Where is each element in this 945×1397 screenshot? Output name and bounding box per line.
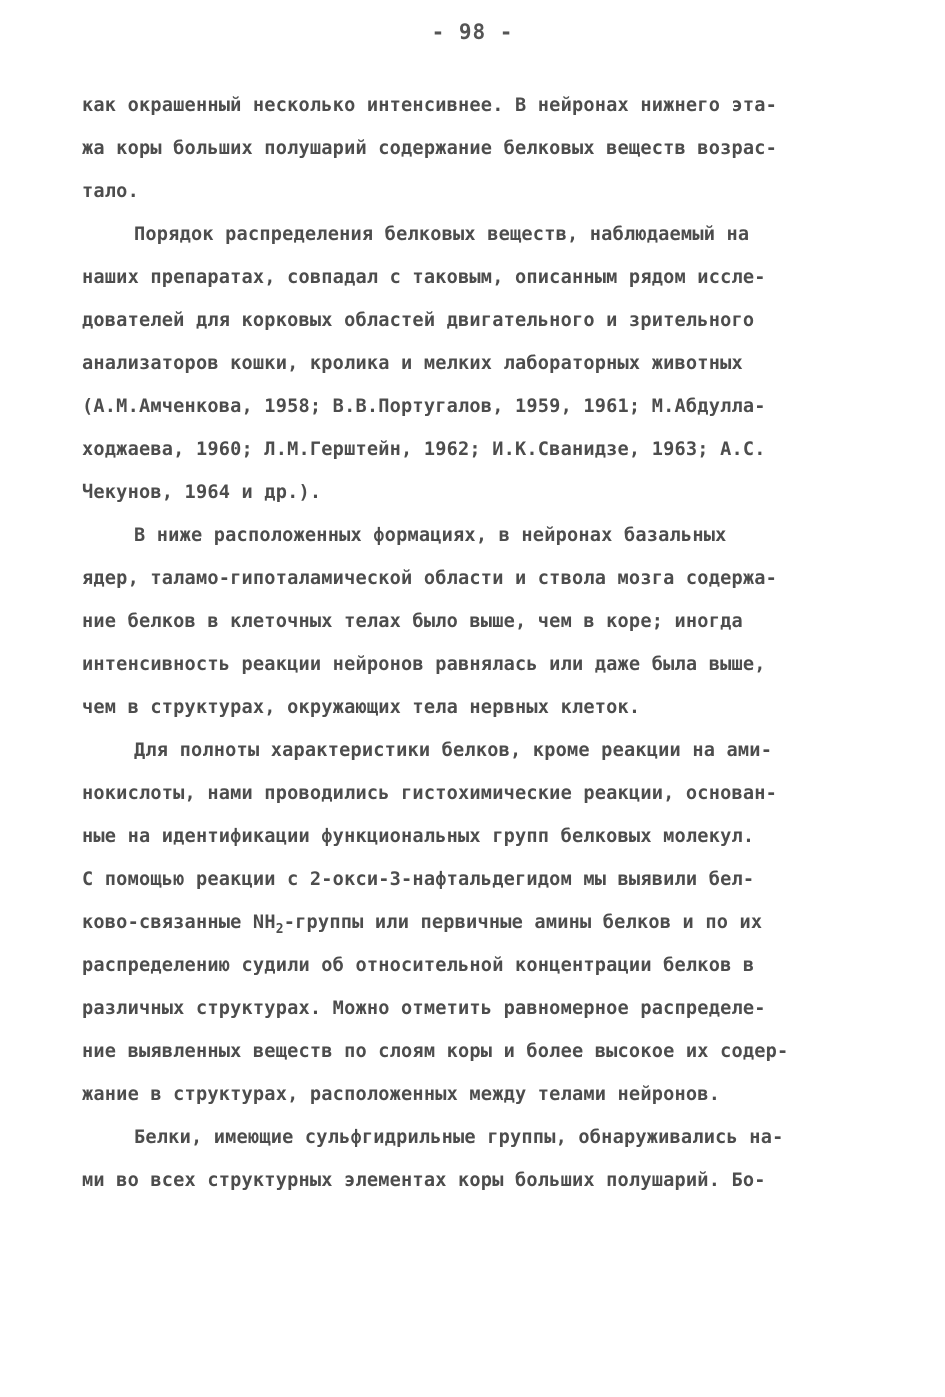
formula-main: NH xyxy=(252,912,276,933)
text-fragment: -группы или первичные амины белков и по их xyxy=(283,912,763,933)
text-line: Белки, имеющие сульфгидрильные группы, обнаруживались на- xyxy=(134,1127,784,1148)
text-line: анализаторов кошки, кролика и мелких лабораторных животных xyxy=(82,353,743,374)
text-line: нокислоты, нами проводились гистохимические реакции, основан- xyxy=(82,783,778,804)
page-number: - 98 - xyxy=(431,20,514,44)
text-line: чем в структурах, окружающих тела нервных клеток. xyxy=(82,697,641,718)
text-line: тало. xyxy=(82,181,139,202)
text-line: ми во всех структурных элементах коры больших полушарий. Бо- xyxy=(82,1170,766,1191)
paragraph-4 xyxy=(82,729,872,1116)
text-line: интенсивность реакции нейронов равнялась или даже была выше, xyxy=(82,654,766,675)
text-line: В ниже расположенных формациях, в нейронах базальных xyxy=(134,525,727,546)
text-line: С помощью реакции с 2-окси-3-нафтальдегидом мы выявили бел- xyxy=(82,869,755,890)
text-line: ние выявленных веществ по слоям коры и более высокое их содер- xyxy=(82,1041,789,1062)
text-line: ные на идентификации функциональных групп белковых молекул. xyxy=(82,826,755,847)
text-line: жа коры больших полушарий содержание белковых веществ возрас- xyxy=(82,138,778,159)
formula-subscript: 2 xyxy=(275,922,284,937)
paragraph-2 xyxy=(82,213,872,514)
text-line: различных структурах. Можно отметить равномерное распределе- xyxy=(82,998,766,1019)
text-line: дователей для корковых областей двигательного и зрительного xyxy=(82,310,755,331)
text-line: ядер, таламо-гипоталамической области и ствола мозга содержа- xyxy=(82,568,778,589)
text-line: распределению судили об относительной концентрации белков в xyxy=(82,955,755,976)
text-line: (А.М.Амченкова, 1958; В.В.Португалов, 1959, 1961; М.Абдулла- xyxy=(82,396,766,417)
text-line: ходжаева, 1960; Л.М.Герштейн, 1962; И.К.Сванидзе, 1963; А.С. xyxy=(82,439,766,460)
text-line: наших препаратах, совпадал с таковым, описанным рядом иссле- xyxy=(82,267,766,288)
text-fragment: ково-связанные xyxy=(82,912,253,933)
text-line: ние белков в клеточных телах было выше, чем в коре; иногда xyxy=(82,611,743,632)
text-line: жание в структурах, расположенных между телами нейронов. xyxy=(82,1084,721,1105)
paragraph-3 xyxy=(82,514,872,729)
text-line: Для полноты характеристики белков, кроме реакции на ами- xyxy=(134,740,773,761)
paragraph-5 xyxy=(82,1116,872,1202)
body-text xyxy=(82,84,872,1202)
text-line: Порядок распределения белковых веществ, наблюдаемый на xyxy=(134,224,750,245)
chemical-formula xyxy=(252,912,284,937)
paragraph-1 xyxy=(82,84,872,213)
text-line: Чекунов, 1964 и др.). xyxy=(82,482,322,503)
text-line-with-formula xyxy=(82,901,872,944)
text-line: как окрашенный несколько интенсивнее. В нейронах нижнего эта- xyxy=(82,95,778,116)
